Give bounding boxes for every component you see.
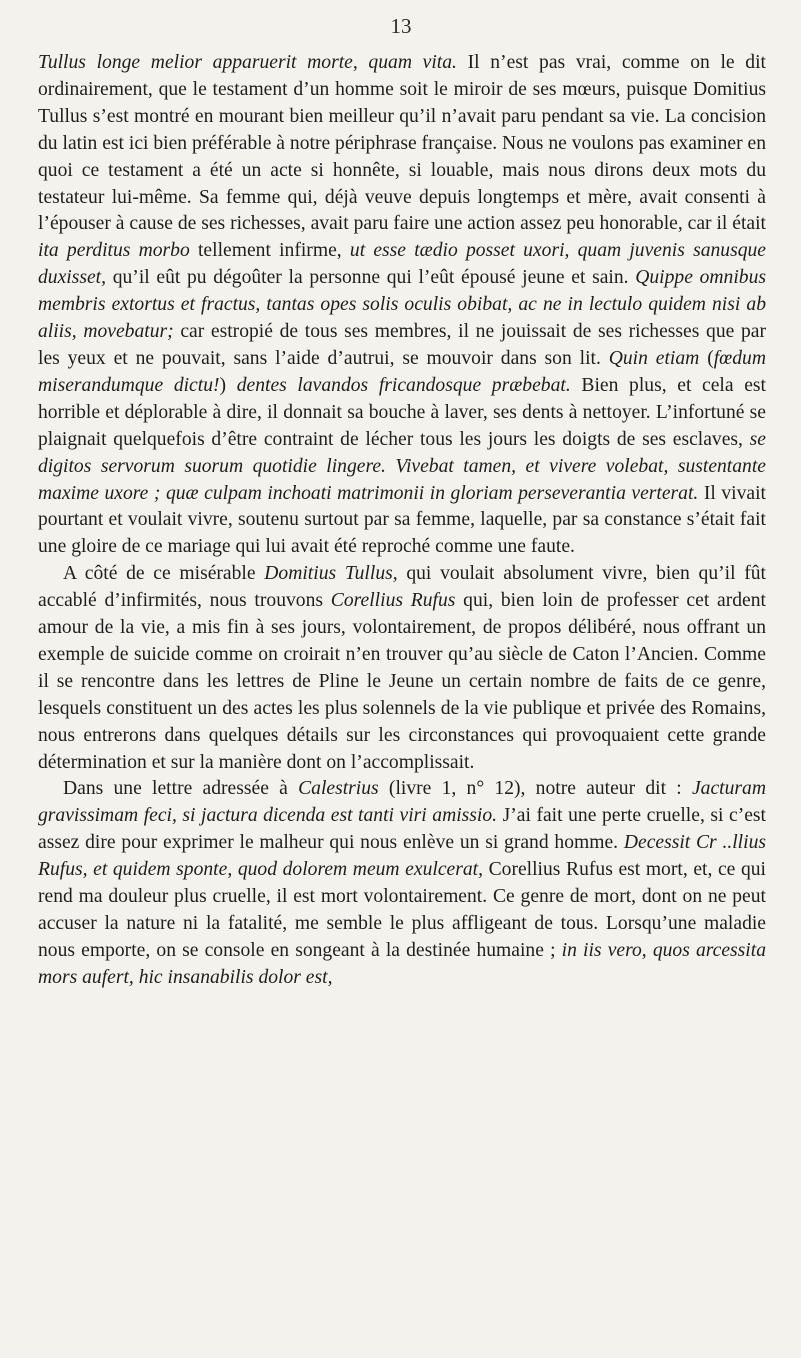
latin-quote: dentes lavandos fricandosque præbebat. bbox=[236, 374, 571, 396]
text-run: ) bbox=[219, 374, 237, 396]
text-run: Dans une lettre adressée à bbox=[63, 778, 299, 800]
page-number: 13 bbox=[390, 14, 412, 38]
latin-quote: ita perditus morbo bbox=[38, 240, 190, 262]
latin-quote: ut esse tædio posset uxori, quam juvenis sanusque duxisset, bbox=[38, 240, 767, 289]
text-run: qui voulait absolument vivre, bien qu’il fût accablé d’infirmités, nous trouvons bbox=[38, 563, 766, 612]
paragraph-3 bbox=[38, 776, 766, 991]
text-run: Bien plus, et cela est horrible et déplorable à dire, il donnait sa bouche à laver, ses dents à nettoyer. L’infortuné se plaignait quelquefois d’être contraint de lécher tous les jours les doigts de ses esclaves, bbox=[38, 374, 766, 450]
text-run: Il vivait pourtant et voulait vivre, soutenu surtout par sa femme, laquelle, par sa constance s’était fait une gloire de ce mariage qui lui avait été reproché comme une faute. bbox=[38, 482, 766, 558]
text-run: tellement infirme, bbox=[189, 240, 350, 262]
paragraph-2 bbox=[38, 561, 766, 776]
latin-quote: fœdum miserandumque dictu! bbox=[38, 347, 766, 396]
text-run: qui, bien loin de professer cet ardent amour de la vie, a mis fin à ses jours, volontairement, de propos délibéré, nous offrant un exemple de suicide comme on croirait n’en trouver qu’au siècle de Caton l’Ancien. Comme il se rencontre dans les lettres de Pline le Jeune un certain nombre de faits de ce genre, lesquels constituent un des actes les plus solennels de la vie publique et privée des Romains, nous entrerons dans quelques détails sur les circonstances qui provoquaient cette grande détermination et sur la manière dont on l’accomplissait. bbox=[38, 590, 766, 773]
text-run: Il n’est pas vrai, comme on le dit ordinairement, que le testament d’un homme soit le miroir de ses mœurs, puisque Domitius Tullus s’est montré en mourant bien meilleur qu’il n’avait paru pendant sa vie. La concision du latin est ici bien préférable à notre périphrase française. Nous ne voulons pas examiner en quoi ce testament a été un acte si honnête, si louable, mais nous dirons deux mots du testateur lui-même. Sa femme qui, déjà veuve depuis longtemps et mère, avait consenti à l’épouser à cause de ses richesses, avait paru faire une action assez peu honorable, car il était bbox=[38, 52, 766, 235]
text-run: car estropié de tous ses membres, il ne jouissait de ses richesses que par les yeux et ne pouvait, sans l’aide d’autrui, se mouvoir dans son lit. bbox=[38, 321, 766, 369]
text-run: A côté de ce misérable bbox=[63, 563, 265, 585]
latin-quote: Corellius Rufus bbox=[330, 590, 456, 612]
latin-quote: Jacturam gravissimam feci, si jactura dicenda est tanti viri amissio. bbox=[38, 778, 766, 827]
latin-quote: in iis vero, quos arcessita mors aufert, hic insanabilis dolor est, bbox=[38, 939, 766, 988]
paragraph-1 bbox=[38, 50, 766, 561]
latin-quote: se digitos servorum suorum quotidie lingere. Vivebat tamen, et vivere volebat, sustentante maxime uxore ; quæ culpam inchoati matrimonii in gloriam perseverantia verterat. bbox=[38, 428, 766, 504]
latin-quote: Calestrius bbox=[298, 778, 379, 800]
latin-quote: Tullus longe melior apparuerit morte, quam vita. bbox=[38, 52, 457, 73]
body-text bbox=[38, 50, 766, 992]
text-run: qu’il eût pu dégoûter la personne qui l’eût épousé jeune et sain. bbox=[106, 267, 636, 289]
latin-quote: Quin etiam bbox=[608, 347, 700, 369]
text-run: Corellius Rufus est mort, et, ce qui rend ma douleur plus cruelle, il est mort volontairement. Ce genre de mort, dont on ne peut accuser la nature ni la fatalité, me semble le plus affligeant de tous. Lorsqu’une maladie nous emporte, on se console en songeant à la destinée humaine ; bbox=[38, 859, 766, 961]
latin-quote: Quippe omnibus membris extortus et fractus, tantas opes solis oculis obibat, ac ne in lectulo quidem nisi ab aliis, movebatur; bbox=[38, 267, 766, 343]
latin-quote: Domitius Tullus, bbox=[264, 563, 398, 585]
text-run: ( bbox=[699, 347, 714, 369]
text-run: (livre 1, n° 12), notre auteur dit : bbox=[378, 778, 692, 800]
text-run: J’ai fait une perte cruelle, si c’est assez dire pour exprimer le malheur qui nous enlève un si grand homme. bbox=[38, 805, 766, 854]
latin-quote: Decessit Cr ..llius Rufus, et quidem sponte, quod dolorem meum exulcerat, bbox=[38, 832, 766, 881]
